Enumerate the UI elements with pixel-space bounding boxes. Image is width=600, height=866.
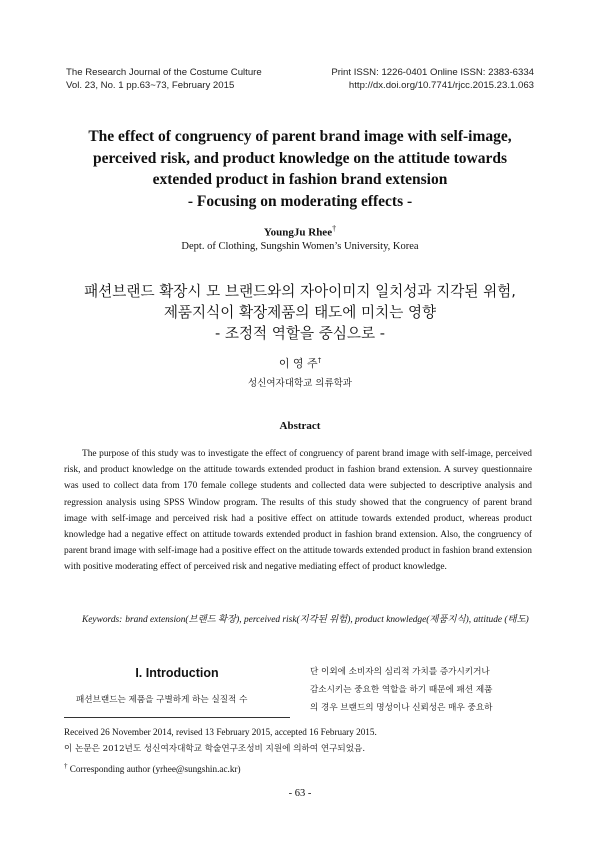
keywords-text: brand extension(브랜드 확장), perceived risk(지각된 위험), product knowledge(제품지식), attitude (태도) xyxy=(125,615,529,625)
issn: Print ISSN: 1226-0401 Online ISSN: 2383-6334 xyxy=(331,67,534,78)
corresponding-mark: † xyxy=(64,762,68,770)
funding-note: 이 논문은 2012년도 성신여자대학교 학술연구조성비 지원에 의하여 연구되었음. xyxy=(64,744,366,754)
intro-right-line-3: 의 경우 브랜드의 명성이나 신뢰성은 매우 중요하 xyxy=(310,703,493,713)
corresponding-author xyxy=(64,758,534,778)
abstract-body: The purpose of this study was to investigate the effect of congruency of parent brand image with self-image, perceived risk, and product knowledge on the attitude towards extended product in fashion brand extension. A survey questionnaire was used to collect data from 170 female college students and collected data were subjected to descriptive analysis and regression analysis using SPSS Window program. The results of this study showed that the congruency of parent brand image with self-image and perceived risk had a positive effect on attitude towards extended product, whereas product knowledge had a negative effect on attitude towards extended product in fashion brand extension. Also, the congruency of parent brand image with self-image had a positive effect on the attitude towards extended product in fashion brand extension with positive moderating effect of perceived risk and negative mediating effect of product knowledge. xyxy=(64,449,532,573)
english-title-line-2: perceived risk, and product knowledge on the attitude towards xyxy=(92,149,508,167)
korean-subtitle: - 조정적 역할을 중심으로 - xyxy=(214,325,386,342)
corresponding-text: Corresponding author (yrhee@sungshin.ac.kr) xyxy=(69,764,241,775)
left-column xyxy=(64,666,290,705)
footnote-divider xyxy=(64,717,290,718)
page-number: - 63 - xyxy=(288,788,312,799)
section-heading-introduction: I. Introduction xyxy=(135,666,219,680)
english-title-line-1: The effect of congruency of parent brand image with self-image, xyxy=(88,128,512,145)
english-title xyxy=(40,126,560,212)
intro-left-text: 패션브랜드는 제품을 구별하게 하는 실질적 수 xyxy=(76,695,248,705)
volume-info: Vol. 23, No. 1 pp.63~73, February 2015 xyxy=(66,79,235,91)
received-dates: Received 26 November 2014, revised 13 February 2015, accepted 16 February 2015. xyxy=(64,727,377,737)
abstract-heading: Abstract xyxy=(279,420,321,432)
footnotes xyxy=(64,724,534,778)
journal-header-left xyxy=(66,67,262,92)
affiliation-korean: 성신여자대학교 의류학과 xyxy=(248,378,352,389)
journal-name: The Research Journal of the Costume Culture xyxy=(66,67,262,78)
author-name-korean: 이 영 주 xyxy=(278,357,318,370)
doi-link[interactable]: http://dx.doi.org/10.7741/rjcc.2015.23.1.063 xyxy=(348,79,534,91)
journal-header-right xyxy=(331,67,534,92)
author-korean xyxy=(0,355,600,371)
english-subtitle: - Focusing on moderating effects - xyxy=(187,192,413,210)
keywords-label: Keywords: xyxy=(82,615,123,625)
author-english xyxy=(0,224,600,239)
intro-right-line-2: 감소시키는 중요한 역할을 하기 때문에 패션 제품 xyxy=(310,685,493,695)
author-mark-korean: † xyxy=(317,356,322,365)
korean-title xyxy=(40,281,560,344)
intro-right-line-1: 단 이외에 소비자의 심리적 가치를 증가시키거나 xyxy=(310,667,490,677)
author-name-english: YoungJu Rhee xyxy=(263,226,333,239)
korean-title-line-2: 제품지식이 확장제품의 태도에 미치는 영향 xyxy=(163,304,437,321)
affiliation-english: Dept. of Clothing, Sungshin Women’s University, Korea xyxy=(181,241,419,252)
right-column xyxy=(310,663,536,717)
english-title-line-3: extended product in fashion brand extension xyxy=(152,171,448,188)
author-mark: † xyxy=(332,224,337,233)
korean-title-line-1: 패션브랜드 확장시 모 브랜드와의 자아이미지 일치성과 지각된 위험, xyxy=(84,283,516,300)
keywords xyxy=(82,612,534,629)
